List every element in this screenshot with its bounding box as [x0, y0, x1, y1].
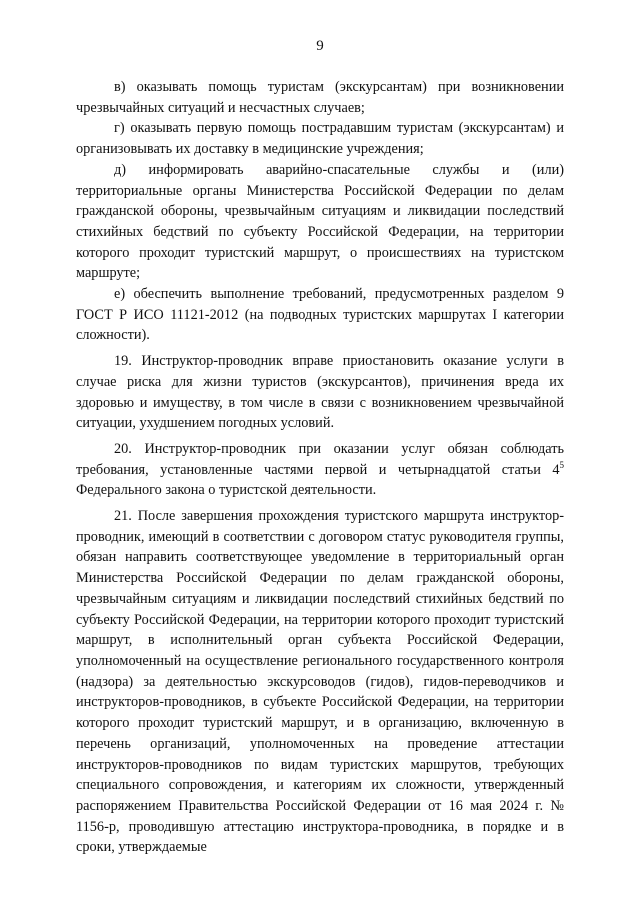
- paragraph-clause-19: 19. Инструктор-проводник вправе приостановить оказание услуги в случае риска для жизни туристов (экскурсантов), причинения вреда их здоровью и имуществу, в том числе в связи с возникновением чрезвычайной ситуации, ухудшением погодных условий.: [76, 353, 564, 432]
- page-number: 9: [316, 38, 324, 54]
- document-body: [76, 77, 564, 858]
- paragraph-item-g: г) оказывать первую помощь пострадавшим туристам (экскурсантам) и организовывать их доставку в медицинские учреждения;: [76, 120, 564, 158]
- clause-20-text-before: 20. Инструктор-проводник при оказании услуг обязан соблюдать требования, установленные частями первой и четырнадцатой статьи 4: [76, 440, 564, 478]
- paragraph-item-e: е) обеспечить выполнение требований, предусмотренных разделом 9 ГОСТ Р ИСО 11121-2012 (на подводных туристских маршрутах I категории сложности).: [76, 286, 564, 344]
- clause-20-text-after: Федерального закона о туристской деятельности.: [76, 482, 377, 499]
- footnote-superscript: 5: [559, 459, 564, 470]
- paragraph-item-v: в) оказывать помощь туристам (экскурсантам) при возникновении чрезвычайных ситуаций и несчастных случаев;: [76, 79, 564, 116]
- paragraph-item-d: д) информировать аварийно-спасательные службы и (или) территориальные органы Министерства Российской Федерации по делам гражданской обороны, чрезвычайным ситуациям и ликвидации последствий стихийных бедствий по субъекту Российской Федерации, на территории которого проходит туристский маршрут, о происшествиях на туристском маршруте;: [76, 161, 564, 282]
- paragraph-clause-21: 21. После завершения прохождения туристского маршрута инструктор-проводник, имеющий в соответствии с договором статус руководителя группы, обязан направить соответствующее уведомление в территориальный орган Министерства Российской Федерации по делам гражданской обороны, чрезвычайным ситуациям и ликвидации последствий стихийных бедствий по субъекту Российской Федерации, на территории которого проходит туристский маршрут, в исполнительный орган субъекта Российской Федерации, уполномоченный на осуществление регионального государственного контроля (надзора) за деятельностью экскурсоводов (гидов), гидов-переводчиков и инструкторов-проводников, в субъекте Российской Федерации, на территории которого проходит туристский маршрут, и в организацию, включенную в перечень организаций, уполномоченных на проведение аттестации инструкторов-проводников по видам туристских маршрутов, требующих специального сопровождения, и категориям их сложности, утвержденный распоряжением Правительства Российской Федерации от 16 мая 2024 г. № 1156-р, проводившую аттестацию инструктора-проводника, в порядке и в сроки, утверждаемые: [76, 508, 564, 856]
- paragraph-clause-20: [76, 439, 564, 501]
